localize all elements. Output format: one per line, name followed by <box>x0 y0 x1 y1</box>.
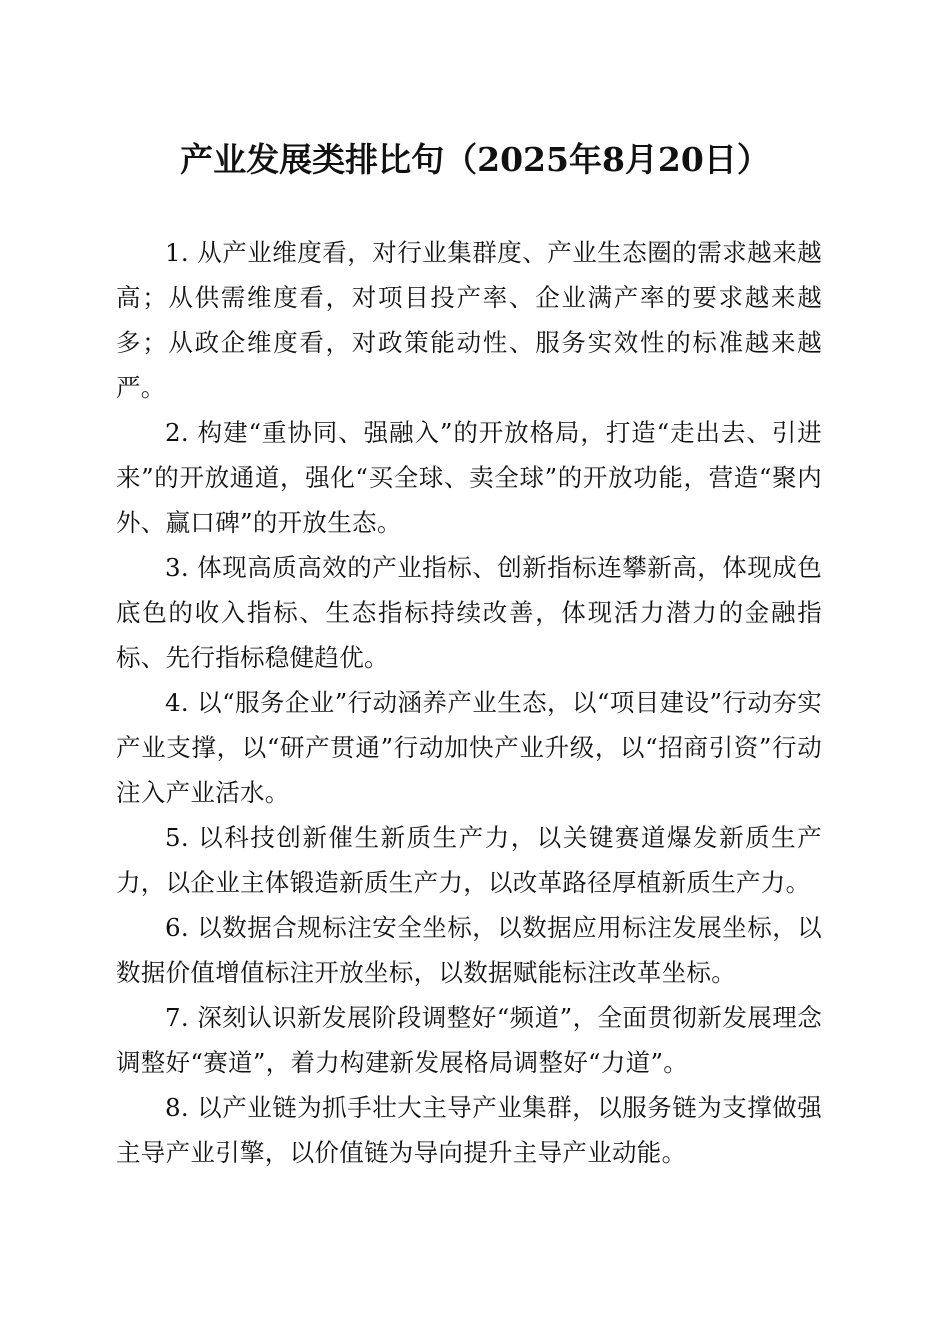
paragraph-6: 6. 以数据合规标注安全坐标，以数据应用标注发展坐标，以数据价值增值标注开放坐标，以数据赋能标注改革坐标。 <box>116 913 822 987</box>
paragraph-8: 8. 以产业链为抓手壮大主导产业集群，以服务链为支撑做强主导产业引擎，以价值链为导向提升主导产业动能。 <box>116 1093 822 1167</box>
paragraph-3: 3. 体现高质高效的产业指标、创新指标连攀新高，体现成色底色的收入指标、生态指标持续改善，体现活力潜力的金融指标、先行指标稳健趋优。 <box>116 553 822 672</box>
paragraph-5: 5. 以科技创新催生新质生产力，以关键赛道爆发新质生产力，以企业主体锻造新质生产力，以改革路径厚植新质生产力。 <box>116 823 822 897</box>
paragraph-1: 1. 从产业维度看，对行业集群度、产业生态圈的需求越来越高；从供需维度看，对项目投产率、企业满产率的要求越来越多；从政企维度看，对政策能动性、服务实效性的标准越来越严。 <box>116 238 822 402</box>
paragraph-4: 4. 以“服务企业”行动涵养产业生态，以“项目建设”行动夯实产业支撑，以“研产贯通”行动加快产业升级，以“招商引资”行动注入产业活水。 <box>116 688 822 807</box>
document-title: 产业发展类排比句（2025年8月20日） <box>180 140 770 179</box>
paragraph-7: 7. 深刻认识新发展阶段调整好“频道”，全面贯彻新发展理念调整好“赛道”，着力构建新发展格局调整好“力道”。 <box>116 1003 822 1077</box>
document-body <box>116 230 822 1175</box>
paragraph-2: 2. 构建“重协同、强融入”的开放格局，打造“走出去、引进来”的开放通道，强化“买全球、卖全球”的开放功能，营造“聚内外、赢口碑”的开放生态。 <box>116 418 822 537</box>
